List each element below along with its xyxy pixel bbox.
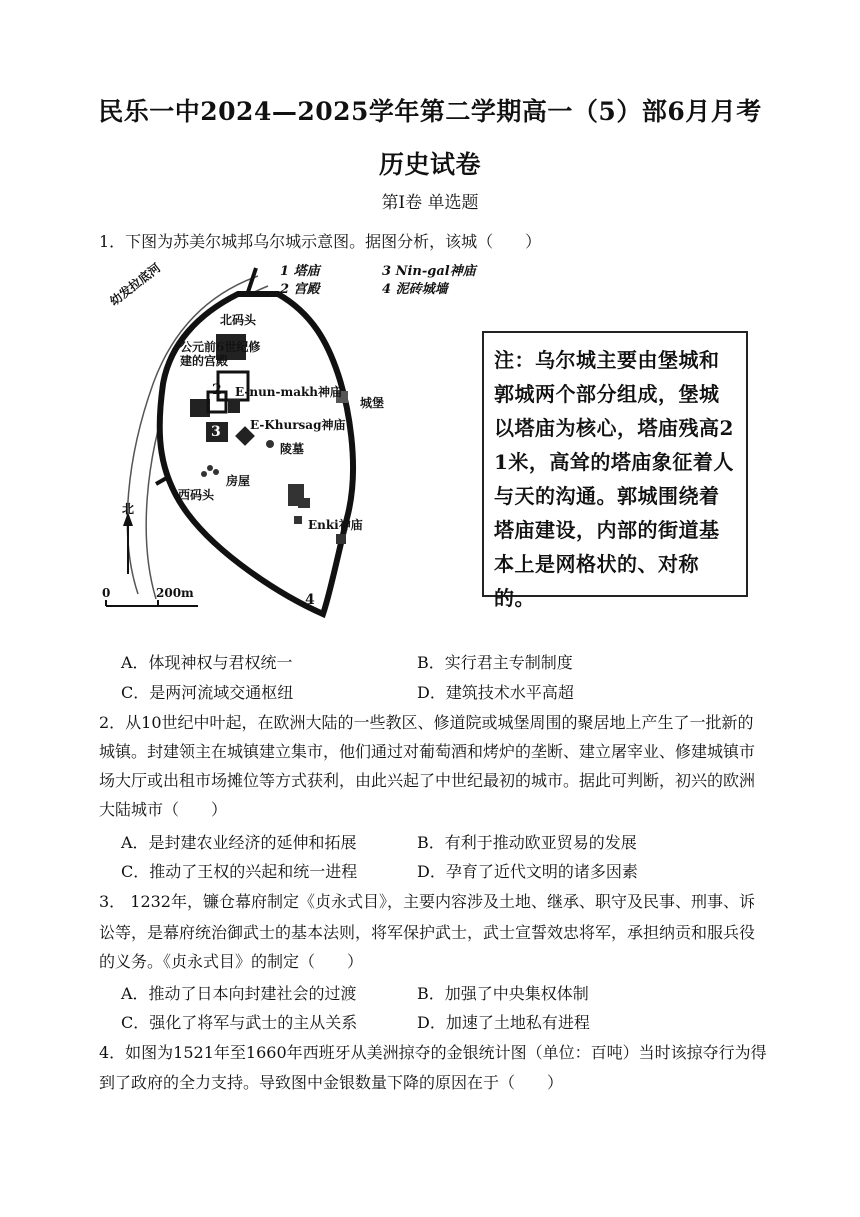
q2-option-a[interactable]: A．是封建农业经济的延伸和拓展 xyxy=(121,833,357,852)
q3-option-c[interactable]: C．强化了将军与武士的主从关系 xyxy=(121,1013,358,1032)
question-2-line-3: 场大厅或出租市场摊位等方式获利，由此兴起了中世纪最初的城市。据此可判断，初兴的欧洲 xyxy=(99,771,756,790)
marker-1: 1 xyxy=(208,394,218,410)
scale-zero: 0 xyxy=(102,586,111,600)
castle-label: 城堡 xyxy=(360,396,385,410)
question-1-stem: 1．下图为苏美尔城邦乌尔城示意图。据图分析，该城（ ） xyxy=(99,232,542,251)
north-label: 北 xyxy=(122,502,135,516)
question-3-line-1: 3． 1232年，镰仓幕府制定《贞永式目》，主要内容涉及土地、继承、职守及民事、刑事、诉 xyxy=(99,892,755,911)
q1-option-c[interactable]: C．是两河流域交通枢纽 xyxy=(121,683,294,702)
e-khursag-label: E-Khursag神庙 xyxy=(250,418,346,432)
question-2-line-4: 大陆城市（ ） xyxy=(99,800,228,819)
palace-6c-label: 公元前6世纪修建的宫殿 xyxy=(180,340,261,368)
q1-option-d[interactable]: D．建筑技术水平高超 xyxy=(417,683,574,702)
q2-option-b[interactable]: B．有利于推动欧亚贸易的发展 xyxy=(417,833,637,852)
question-3-line-3: 的义务。《贞永式目》的制定（ ） xyxy=(99,952,364,971)
q1-option-a[interactable]: A．体现神权与君权统一 xyxy=(121,653,293,672)
question-4-line-1: 4．如图为1521年至1660年西班牙从美洲掠夺的金银统计图（单位：百吨）当时该掠夺行为得 xyxy=(99,1043,767,1062)
legend-item-3: 3 Nin-gal神庙 xyxy=(382,264,476,279)
enki-label: Enki神庙 xyxy=(308,518,363,532)
north-dock-label: 北码头 xyxy=(220,313,257,327)
section-heading: 第Ⅰ卷 单选题 xyxy=(381,193,479,213)
marker-4: 4 xyxy=(305,592,315,608)
question-4-line-2: 到了政府的全力支持。导致图中金银数量下降的原因在于（ ） xyxy=(99,1073,564,1092)
map-note: 注：乌尔城主要由堡城和郭城两个部分组成，堡城以塔庙为核心，塔庙残高21米，高耸的塔庙象征着人与天的沟通。郭城围绕着塔庙建设，内部的街道基本上是网格状的、对称的。 xyxy=(482,331,748,597)
marker-2: 2 xyxy=(212,382,222,398)
river-label: 幼发拉底河 xyxy=(107,260,164,309)
west-dock-label: 西码头 xyxy=(178,488,215,502)
exam-title: 民乐一中2024—2025学年第二学期高一（5）部6月月考 xyxy=(98,97,762,126)
q3-option-a[interactable]: A．推动了日本向封建社会的过渡 xyxy=(121,984,357,1003)
tomb-label: 陵墓 xyxy=(280,442,305,456)
scale-200m: 200m xyxy=(156,586,194,600)
q3-option-d[interactable]: D．加速了土地私有进程 xyxy=(417,1013,590,1032)
q1-option-b[interactable]: B．实行君主专制制度 xyxy=(417,653,573,672)
houses-label: 房屋 xyxy=(226,474,251,488)
legend-item-1: 1 塔庙 xyxy=(280,264,320,279)
exam-subject: 历史试卷 xyxy=(378,150,481,179)
marker-3: 3 xyxy=(211,424,221,440)
e-nun-makh-label: E-nun-makh神庙 xyxy=(235,385,343,399)
question-3-line-2: 讼等，是幕府统治御武士的基本法则，将军保护武士，武士宣誓效忠将军，承担纳贡和服兵役 xyxy=(99,923,756,942)
q3-option-b[interactable]: B．加强了中央集权体制 xyxy=(417,984,589,1003)
question-2-line-2: 城镇。封建领主在城镇建立集市，他们通过对葡萄酒和烤炉的垄断、建立屠宰业、修建城镇市 xyxy=(99,742,756,761)
question-2-line-1: 2．从10世纪中叶起，在欧洲大陆的一些教区、修道院或城堡周围的聚居地上产生了一批新的 xyxy=(99,713,754,732)
legend-item-2: 2 宫殿 xyxy=(280,282,320,297)
q2-option-d[interactable]: D．孕育了近代文明的诸多因素 xyxy=(417,862,638,881)
legend-item-4: 4 泥砖城墙 xyxy=(382,282,448,297)
q2-option-c[interactable]: C．推动了王权的兴起和统一进程 xyxy=(121,862,358,881)
